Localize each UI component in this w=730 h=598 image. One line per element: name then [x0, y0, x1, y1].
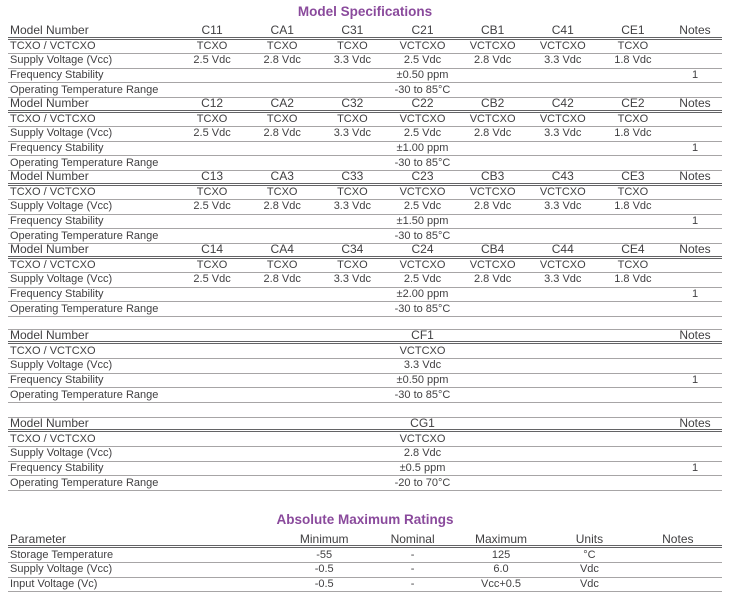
oscillator-type-row — [8, 344, 722, 359]
model-name: C13 — [201, 169, 224, 184]
section-title-absolute-maximum-ratings: Absolute Maximum Ratings — [276, 511, 454, 527]
operating-temperature-value: -30 to 85°C — [394, 156, 451, 169]
ratings-column-header: Minimum — [299, 532, 349, 547]
model-name: CG1 — [410, 416, 435, 431]
notes-header: Notes — [679, 328, 711, 343]
operating-temperature-label: Operating Temperature Range — [10, 388, 159, 401]
supply-voltage-row — [8, 273, 722, 288]
supply-voltage-value: 2.8 Vdc — [263, 273, 301, 286]
oscillator-type-label: TCXO / VCTCXO — [10, 185, 96, 198]
oscillator-type-value: TCXO — [266, 185, 298, 198]
supply-voltage-value: 1.8 Vdc — [614, 127, 652, 140]
oscillator-type-label: TCXO / VCTCXO — [10, 258, 96, 271]
supply-voltage-label: Supply Voltage (Vcc) — [10, 127, 113, 140]
frequency-stability-row — [8, 142, 722, 157]
supply-voltage-value: 2.5 Vdc — [403, 54, 442, 67]
supply-voltage-row — [8, 447, 722, 462]
parameter-header: Parameter — [10, 532, 67, 547]
model-number-row — [8, 244, 722, 259]
notes-header: Notes — [679, 416, 711, 431]
oscillator-type-row — [8, 40, 722, 55]
operating-temperature-label: Operating Temperature Range — [10, 156, 159, 169]
model-number-label: Model Number — [10, 416, 89, 431]
frequency-stability-label: Frequency Stability — [10, 142, 104, 155]
oscillator-type-value: VCTCXO — [469, 39, 516, 52]
model-name: C43 — [551, 169, 574, 184]
model-name: C14 — [201, 242, 224, 257]
frequency-stability-value: ±0.50 ppm — [396, 373, 449, 386]
ratings-column-header: Nominal — [390, 532, 435, 547]
frequency-stability-label: Frequency Stability — [10, 461, 104, 474]
model-name: CE4 — [621, 242, 645, 257]
model-name: C24 — [411, 242, 434, 257]
operating-temperature-label: Operating Temperature Range — [10, 476, 159, 489]
model-number-row — [8, 98, 722, 113]
frequency-stability-label: Frequency Stability — [10, 215, 104, 228]
parameter-name: Input Voltage (Vc) — [10, 577, 98, 590]
notes-value: 1 — [691, 69, 699, 82]
supply-voltage-label: Supply Voltage (Vcc) — [10, 200, 113, 213]
maximum-value: Vcc+0.5 — [480, 577, 522, 590]
units-value: Vdc — [579, 577, 599, 590]
spec-block-C12 — [8, 98, 722, 171]
maximum-value: 125 — [491, 548, 511, 561]
minimum-value: -0.5 — [314, 577, 334, 590]
model-number-row — [8, 330, 722, 345]
model-number-label: Model Number — [10, 96, 89, 111]
ratings-column-header: Units — [575, 532, 604, 547]
operating-temperature-value: -30 to 85°C — [394, 302, 451, 315]
operating-temperature-value: -20 to 70°C — [394, 476, 451, 489]
frequency-stability-row — [8, 374, 722, 389]
supply-voltage-value: 2.5 Vdc — [193, 200, 231, 213]
supply-voltage-row — [8, 359, 722, 374]
model-name: CA3 — [270, 169, 294, 184]
oscillator-type-label: TCXO / VCTCXO — [10, 344, 96, 357]
frequency-stability-label: Frequency Stability — [10, 69, 104, 82]
oscillator-type-label: TCXO / VCTCXO — [10, 112, 96, 125]
spec-block-C11 — [8, 25, 722, 98]
supply-voltage-value: 3.3 Vdc — [544, 200, 582, 213]
model-name: CA4 — [270, 242, 294, 257]
notes-header: Notes — [679, 96, 711, 111]
oscillator-type-value: TCXO — [337, 185, 368, 198]
operating-temperature-row — [8, 83, 722, 98]
frequency-stability-label: Frequency Stability — [10, 373, 104, 386]
supply-voltage-value: 2.8 Vdc — [473, 127, 512, 140]
model-name: CB1 — [480, 23, 505, 38]
ratings-header-row — [8, 534, 722, 549]
oscillator-type-label: TCXO / VCTCXO — [10, 432, 96, 445]
model-name: C44 — [551, 242, 574, 257]
frequency-stability-value: ±1.00 ppm — [396, 142, 449, 155]
minimum-value: -55 — [316, 548, 333, 561]
ratings-table — [8, 534, 722, 592]
model-name: C42 — [551, 96, 574, 111]
operating-temperature-row — [8, 302, 722, 317]
supply-voltage-value: 2.8 Vdc — [403, 447, 442, 460]
supply-voltage-value: 3.3 Vdc — [333, 54, 371, 67]
notes-value: 1 — [691, 142, 699, 155]
oscillator-type-label: TCXO / VCTCXO — [10, 39, 96, 52]
supply-voltage-label: Supply Voltage (Vcc) — [10, 359, 113, 372]
section-title-model-specifications: Model Specifications — [297, 4, 433, 19]
parameter-name: Storage Temperature — [10, 548, 114, 561]
supply-voltage-label: Supply Voltage (Vcc) — [10, 273, 113, 286]
frequency-stability-value: ±1.50 ppm — [396, 215, 449, 228]
model-name: CB4 — [480, 242, 505, 257]
oscillator-type-row — [8, 432, 722, 447]
oscillator-type-value: TCXO — [617, 112, 649, 125]
ratings-row — [8, 563, 722, 578]
units-value: Vdc — [579, 563, 599, 576]
supply-voltage-value: 1.8 Vdc — [614, 200, 652, 213]
oscillator-type-value: TCXO — [196, 258, 228, 271]
spec-block-CF1 — [8, 329, 722, 403]
oscillator-type-value: VCTCXO — [399, 112, 446, 125]
supply-voltage-value: 2.5 Vdc — [193, 273, 231, 286]
model-name: CA1 — [270, 23, 294, 38]
supply-voltage-value: 2.8 Vdc — [263, 200, 301, 213]
frequency-stability-row — [8, 215, 722, 230]
ratings-column-header: Maximum — [475, 532, 528, 547]
notes-header: Notes — [679, 169, 711, 184]
supply-voltage-value: 2.5 Vdc — [403, 273, 442, 286]
supply-voltage-value: 2.8 Vdc — [263, 54, 301, 67]
spec-block-C14 — [8, 244, 722, 317]
oscillator-type-value: TCXO — [266, 112, 298, 125]
oscillator-type-value: VCTCXO — [399, 344, 446, 357]
operating-temperature-value: -30 to 85°C — [394, 229, 451, 242]
supply-voltage-label: Supply Voltage (Vcc) — [10, 447, 113, 460]
frequency-stability-label: Frequency Stability — [10, 287, 104, 300]
model-name: C23 — [411, 169, 434, 184]
ratings-column-header: Notes — [662, 532, 694, 547]
supply-voltage-value: 1.8 Vdc — [614, 273, 652, 286]
supply-voltage-value: 2.8 Vdc — [473, 200, 512, 213]
model-number-label: Model Number — [10, 169, 89, 184]
supply-voltage-value: 2.5 Vdc — [193, 54, 231, 67]
supply-voltage-value: 3.3 Vdc — [544, 127, 582, 140]
oscillator-type-value: TCXO — [337, 39, 368, 52]
operating-temperature-value: -30 to 85°C — [394, 388, 451, 401]
model-name: C31 — [341, 23, 364, 38]
oscillator-type-value: VCTCXO — [469, 185, 516, 198]
model-name: C11 — [201, 23, 223, 38]
nominal-value: - — [410, 563, 415, 576]
frequency-stability-row — [8, 462, 722, 477]
supply-voltage-value: 3.3 Vdc — [544, 273, 582, 286]
oscillator-type-value: TCXO — [266, 39, 298, 52]
oscillator-type-value: TCXO — [337, 112, 368, 125]
supply-voltage-value: 1.8 Vdc — [614, 54, 652, 67]
frequency-stability-value: ±0.50 ppm — [396, 69, 449, 82]
model-name: C12 — [201, 96, 224, 111]
oscillator-type-value: VCTCXO — [539, 39, 586, 52]
oscillator-type-value: VCTCXO — [469, 112, 516, 125]
oscillator-type-value: TCXO — [196, 39, 228, 52]
notes-header: Notes — [679, 23, 711, 38]
frequency-stability-row — [8, 69, 722, 84]
minimum-value: -0.5 — [314, 563, 334, 576]
supply-voltage-value: 3.3 Vdc — [403, 359, 442, 372]
oscillator-type-value: TCXO — [617, 258, 649, 271]
oscillator-type-value: VCTCXO — [469, 258, 516, 271]
parameter-name: Supply Voltage (Vcc) — [10, 563, 113, 576]
oscillator-type-value: VCTCXO — [399, 432, 446, 445]
oscillator-type-value: VCTCXO — [399, 185, 446, 198]
model-number-row — [8, 25, 722, 40]
model-name: CB3 — [480, 169, 505, 184]
oscillator-type-value: TCXO — [196, 185, 228, 198]
supply-voltage-value: 3.3 Vdc — [333, 200, 371, 213]
oscillator-type-value: VCTCXO — [539, 185, 586, 198]
model-name: CB2 — [480, 96, 505, 111]
model-name: CF1 — [411, 328, 434, 343]
notes-header: Notes — [679, 242, 711, 257]
operating-temperature-row — [8, 156, 722, 171]
model-name: C33 — [341, 169, 364, 184]
spec-tables — [8, 25, 722, 491]
oscillator-type-value: TCXO — [617, 39, 649, 52]
supply-voltage-row — [8, 54, 722, 69]
supply-voltage-value: 2.8 Vdc — [473, 54, 512, 67]
supply-voltage-value: 2.8 Vdc — [473, 273, 512, 286]
supply-voltage-row — [8, 200, 722, 215]
oscillator-type-value: VCTCXO — [399, 39, 446, 52]
model-name: CE3 — [621, 169, 645, 184]
maximum-value: 6.0 — [493, 563, 509, 576]
supply-voltage-label: Supply Voltage (Vcc) — [10, 54, 113, 67]
oscillator-type-row — [8, 259, 722, 274]
oscillator-type-value: VCTCXO — [539, 258, 586, 271]
supply-voltage-value: 2.5 Vdc — [403, 200, 442, 213]
model-number-row — [8, 171, 722, 186]
supply-voltage-value: 2.5 Vdc — [403, 127, 442, 140]
oscillator-type-row — [8, 113, 722, 128]
oscillator-type-row — [8, 186, 722, 201]
notes-value: 1 — [691, 461, 699, 474]
model-name: C21 — [411, 23, 434, 38]
model-number-label: Model Number — [10, 328, 89, 343]
spec-block-CG1 — [8, 417, 722, 491]
supply-voltage-value: 3.3 Vdc — [333, 127, 371, 140]
model-number-label: Model Number — [10, 23, 89, 38]
supply-voltage-row — [8, 127, 722, 142]
model-name: CA2 — [270, 96, 294, 111]
model-name: C32 — [341, 96, 364, 111]
model-name: C22 — [411, 96, 434, 111]
model-name: C34 — [341, 242, 364, 257]
nominal-value: - — [410, 577, 415, 590]
operating-temperature-value: -30 to 85°C — [394, 83, 451, 96]
spec-block-C13 — [8, 171, 722, 244]
operating-temperature-row — [8, 388, 722, 403]
model-number-label: Model Number — [10, 242, 89, 257]
oscillator-type-value: TCXO — [617, 185, 649, 198]
operating-temperature-label: Operating Temperature Range — [10, 229, 159, 242]
supply-voltage-value: 2.8 Vdc — [263, 127, 301, 140]
operating-temperature-label: Operating Temperature Range — [10, 302, 159, 315]
units-value: °C — [583, 548, 596, 561]
operating-temperature-label: Operating Temperature Range — [10, 83, 159, 96]
frequency-stability-value: ±0.5 ppm — [399, 461, 446, 474]
frequency-stability-value: ±2.00 ppm — [396, 287, 449, 300]
operating-temperature-row — [8, 476, 722, 491]
frequency-stability-row — [8, 288, 722, 303]
ratings-row — [8, 578, 722, 593]
oscillator-type-value: TCXO — [337, 258, 368, 271]
oscillator-type-value: VCTCXO — [399, 258, 446, 271]
ratings-row — [8, 548, 722, 563]
oscillator-type-value: TCXO — [266, 258, 298, 271]
supply-voltage-value: 3.3 Vdc — [333, 273, 371, 286]
oscillator-type-value: TCXO — [196, 112, 228, 125]
model-name: CE2 — [621, 96, 645, 111]
supply-voltage-value: 3.3 Vdc — [544, 54, 582, 67]
oscillator-type-value: VCTCXO — [539, 112, 586, 125]
operating-temperature-row — [8, 229, 722, 244]
model-name: C41 — [551, 23, 574, 38]
model-name: CE1 — [621, 23, 645, 38]
notes-value: 1 — [691, 287, 699, 300]
nominal-value: - — [410, 548, 415, 561]
model-number-row — [8, 418, 722, 433]
supply-voltage-value: 2.5 Vdc — [193, 127, 231, 140]
notes-value: 1 — [691, 373, 699, 386]
notes-value: 1 — [691, 215, 699, 228]
